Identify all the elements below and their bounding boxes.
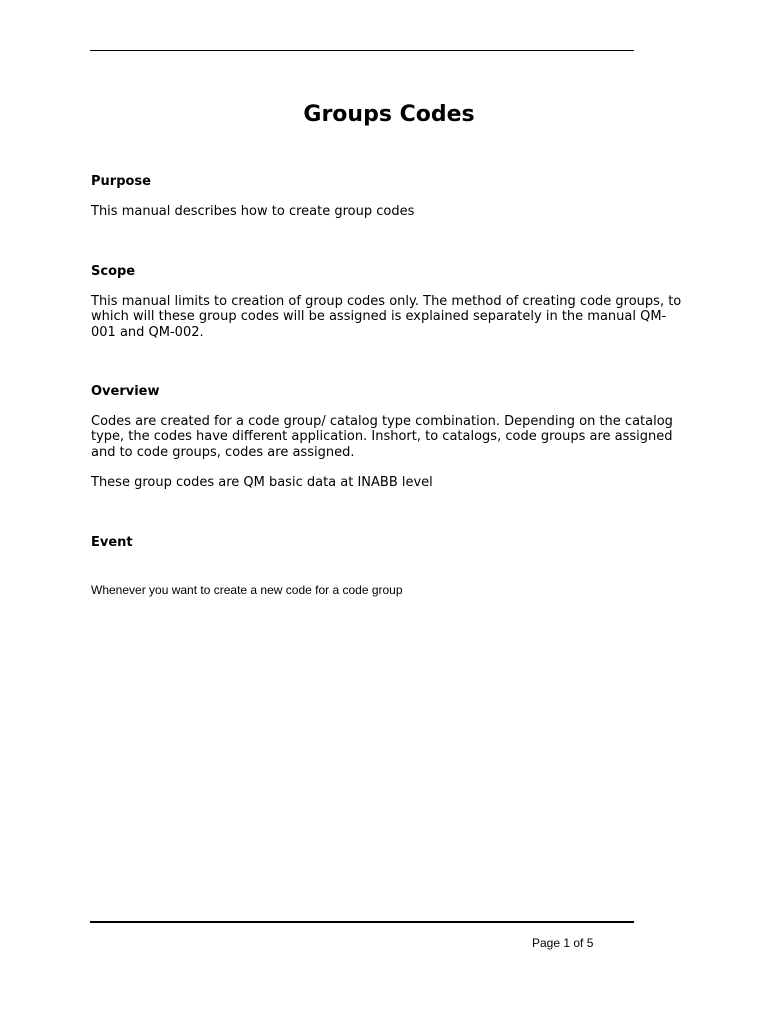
purpose-paragraph: This manual describes how to create group codes — [91, 204, 415, 219]
section-heading-purpose: Purpose — [91, 174, 151, 189]
document-title: Groups Codes — [303, 102, 475, 127]
overview-paragraph-1: Codes are created for a code group/ catalog type combination. Depending on the catalog type, the codes have different application. Inshort, to catalogs, code groups are assigned and to code groups, codes are assigned. — [91, 414, 673, 460]
section-heading-overview: Overview — [91, 384, 160, 399]
footer-rule — [90, 921, 634, 923]
section-heading-event: Event — [91, 535, 133, 550]
scope-paragraph: This manual limits to creation of group codes only. The method of creating code groups, to which will these group codes will be assigned is explained separately in the manual QM-001 and QM-002. — [91, 294, 682, 340]
page-number: Page 1 of 5 — [532, 936, 594, 950]
event-paragraph: Whenever you want to create a new code for a code group — [91, 583, 403, 597]
overview-paragraph-2: These group codes are QM basic data at INABB level — [91, 475, 433, 490]
header-rule — [90, 50, 634, 51]
section-heading-scope: Scope — [91, 264, 136, 279]
